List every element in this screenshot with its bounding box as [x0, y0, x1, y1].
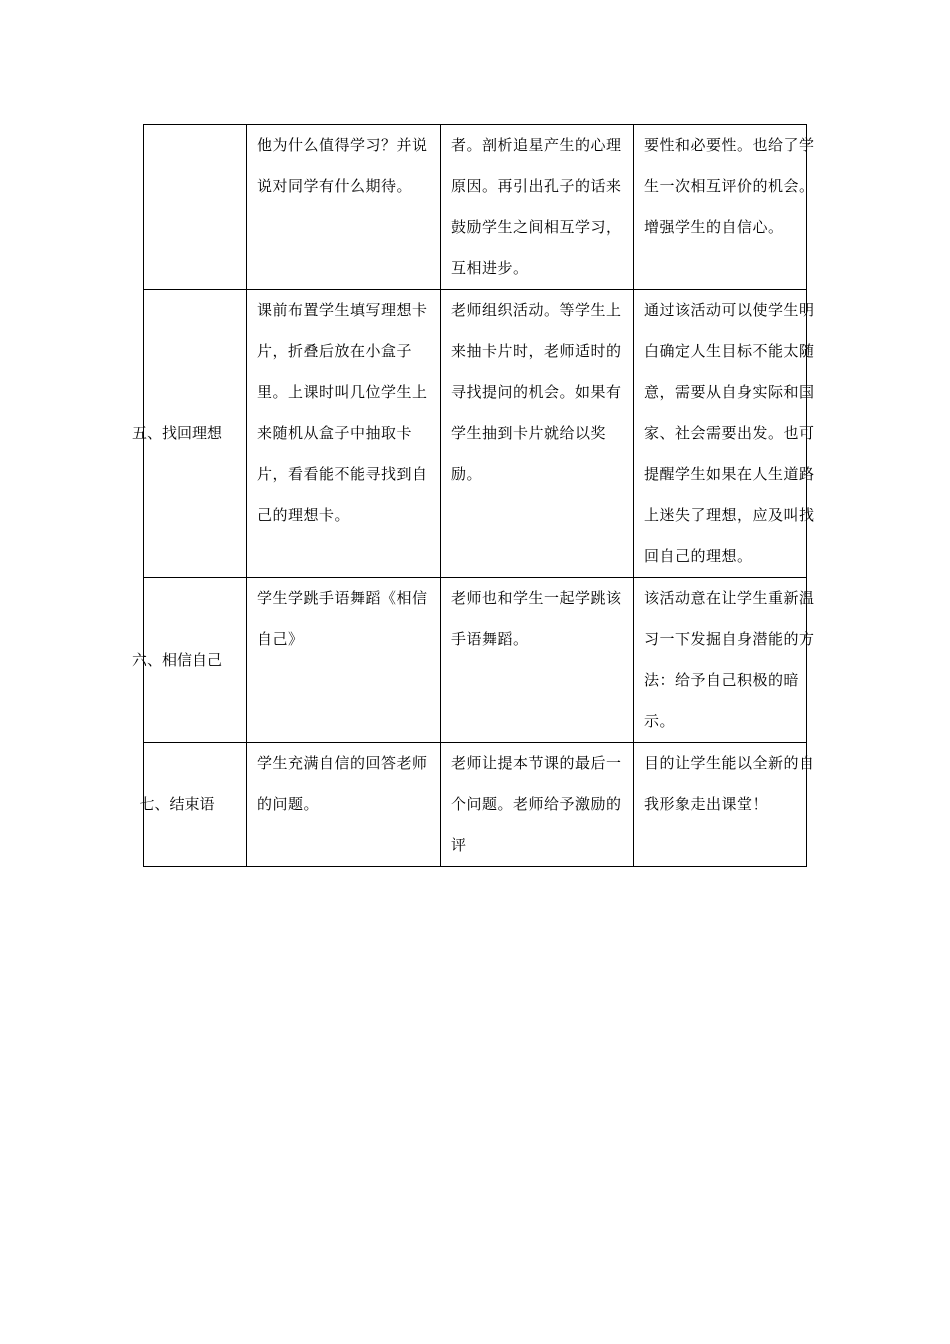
stage-label: 七、结束语 [139, 795, 215, 813]
activity-text: 学生充满自信的回答老师的问题。 [257, 754, 428, 813]
teacher-text: 老师也和学生一起学跳该手语舞蹈。 [451, 589, 622, 648]
activity-text: 他为什么值得学习？并说说对同学有什么期待。 [257, 136, 428, 195]
stage-cell [131, 578, 247, 743]
lesson-plan-table [131, 124, 815, 867]
purpose-cell [634, 125, 815, 290]
teacher-text: 老师组织活动。等学生上来抽卡片时，老师适时的寻找提问的机会。如果有学生抽到卡片就给以奖励。 [451, 301, 622, 483]
teacher-cell [441, 125, 634, 290]
table-row [144, 125, 807, 290]
teacher-cell [441, 578, 634, 743]
stage-cell [144, 125, 247, 290]
activity-cell [247, 125, 441, 290]
stage-cell [139, 743, 247, 867]
table-row [144, 290, 807, 578]
teacher-cell [441, 290, 634, 578]
purpose-cell [634, 290, 815, 578]
activity-text: 课前布置学生填写理想卡片，折叠后放在小盒子里。上课时叫几位学生上来随机从盒子中抽取卡片，看看能不能寻找到自己的理想卡。 [257, 301, 428, 524]
stage-cell [131, 290, 247, 578]
activity-cell [247, 290, 441, 578]
purpose-text: 通过该活动可以使学生明白确定人生目标不能太随意，需要从自身实际和国家、社会需要出发。也可提醒学生如果在人生道路上迷失了理想，应及叫找回自己的理想。 [644, 301, 815, 565]
purpose-cell [634, 743, 815, 867]
activity-cell [247, 578, 441, 743]
teacher-text: 老师让提本节课的最后一个问题。老师给予激励的评 [451, 754, 622, 854]
stage-label: 五、找回理想 [131, 424, 222, 442]
purpose-text: 该活动意在让学生重新温习一下发掘自身潜能的方法：给予自己积极的暗示。 [644, 589, 815, 730]
purpose-text: 目的让学生能以全新的自我形象走出课堂！ [644, 754, 815, 813]
teacher-text: 者。剖析追星产生的心理原因。再引出孔子的话来鼓励学生之间相互学习，互相进步。 [451, 136, 622, 277]
activity-text: 学生学跳手语舞蹈《相信自己》 [257, 589, 428, 648]
table-row [144, 743, 807, 867]
table-row [144, 578, 807, 743]
purpose-cell [634, 578, 815, 743]
teacher-cell [441, 743, 634, 867]
stage-label: 六、相信自己 [131, 650, 222, 669]
activity-cell [247, 743, 441, 867]
purpose-text: 要性和必要性。也给了学生一次相互评价的机会。增强学生的自信心。 [644, 136, 815, 236]
